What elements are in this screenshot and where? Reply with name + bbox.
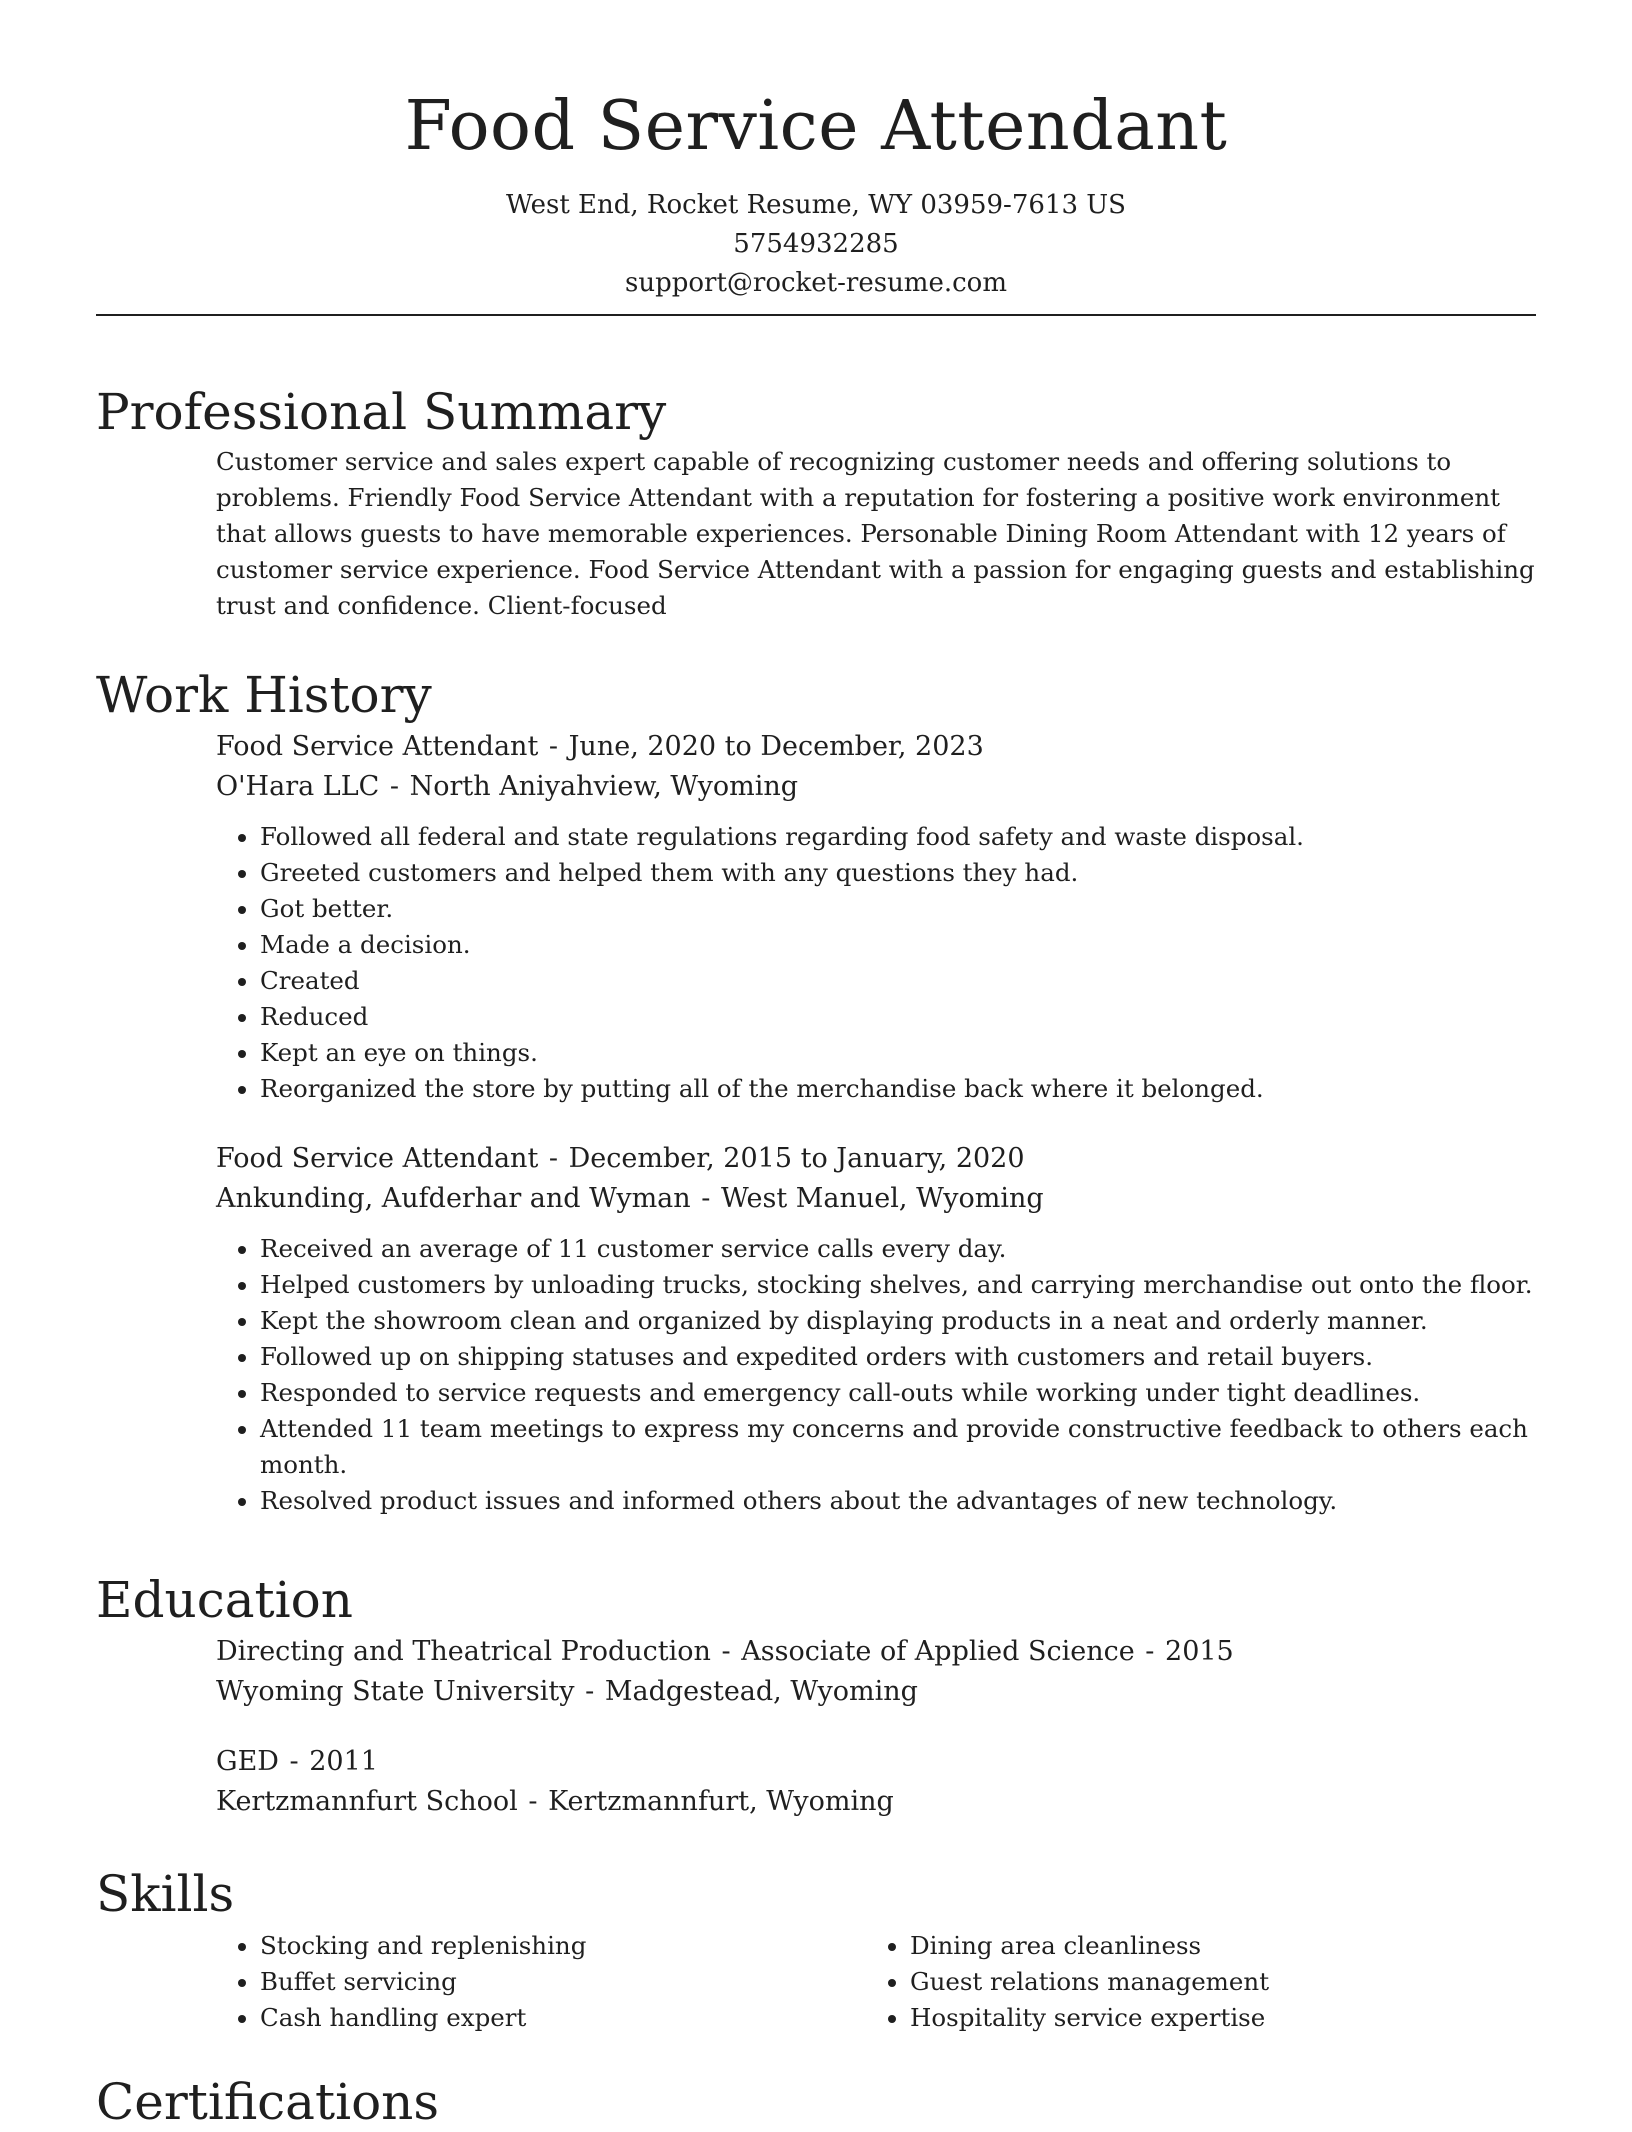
skills-list-left bbox=[216, 1928, 866, 2036]
job-entry bbox=[216, 727, 1536, 1107]
school-line bbox=[216, 1672, 1536, 1712]
list-item: • Greeted customers and helped them with any questions they had. bbox=[260, 855, 1536, 891]
section-title-education: Education bbox=[96, 1571, 353, 1629]
separator: - bbox=[280, 1746, 308, 1777]
phone: 5754932285 bbox=[733, 229, 899, 259]
section-title-work-history: Work History bbox=[96, 666, 432, 724]
job-entry bbox=[216, 1139, 1536, 1519]
candidate-name: Food Service Attendant bbox=[404, 87, 1228, 166]
list-item: • Got better. bbox=[260, 891, 1536, 927]
list-item: • Followed up on shipping statuses and expedited orders with customers and retail buyers. bbox=[260, 1339, 1536, 1375]
list-item: • Stocking and replenishing bbox=[260, 1928, 866, 1964]
list-item: • Guest relations management bbox=[910, 1964, 1516, 2000]
school-name: Kertzmannfurt School bbox=[216, 1786, 518, 1817]
school-line bbox=[216, 1782, 1536, 1822]
education-entry bbox=[216, 1632, 1536, 1712]
section-title-summary: Professional Summary bbox=[96, 383, 667, 441]
list-item: • Hospitality service expertise bbox=[910, 2000, 1516, 2036]
job-title-line bbox=[216, 727, 1536, 767]
degree-year: 2015 bbox=[1165, 1636, 1234, 1667]
list-item: • Kept an eye on things. bbox=[260, 1035, 1536, 1071]
separator: - bbox=[712, 1636, 740, 1667]
education-section bbox=[96, 1570, 1536, 1822]
separator: - bbox=[540, 1143, 567, 1174]
list-item: • Cash handling expert bbox=[260, 2000, 866, 2036]
separator: - bbox=[540, 731, 567, 762]
work-history-section bbox=[96, 665, 1536, 1519]
job-title-line bbox=[216, 1139, 1536, 1179]
job-company: Ankunding, Aufderhar and Wyman bbox=[216, 1183, 691, 1214]
contact-info bbox=[96, 186, 1536, 303]
degree-line bbox=[216, 1742, 1536, 1782]
list-item: • Created bbox=[260, 963, 1536, 999]
job-company: O'Hara LLC bbox=[216, 771, 380, 802]
list-item: • Helped customers by unloading trucks, stocking shelves, and carrying merchandise out onto the floor. bbox=[260, 1267, 1536, 1303]
separator: - bbox=[519, 1786, 547, 1817]
separator: - bbox=[692, 1183, 719, 1214]
summary-section bbox=[96, 382, 1536, 624]
degree-type: Associate of Applied Science bbox=[741, 1636, 1135, 1667]
section-title-skills: Skills bbox=[96, 1865, 235, 1923]
resume-header bbox=[96, 0, 1536, 303]
job-dates: June, 2020 to December, 2023 bbox=[568, 731, 984, 762]
list-item: • Responded to service requests and emergency call-outs while working under tight deadlines. bbox=[260, 1375, 1536, 1411]
certifications-section bbox=[96, 2072, 1536, 2132]
job-location: West Manuel, Wyoming bbox=[720, 1183, 1044, 1214]
job-role: Food Service Attendant bbox=[216, 731, 539, 762]
job-bullets bbox=[216, 819, 1536, 1107]
resume-page bbox=[96, 0, 1536, 2131]
separator: - bbox=[1136, 1636, 1164, 1667]
job-location: North Aniyahview, Wyoming bbox=[409, 771, 798, 802]
email: support@rocket-resume.com bbox=[624, 268, 1007, 298]
list-item: • Reorganized the store by putting all of the merchandise back where it belonged. bbox=[260, 1071, 1536, 1107]
list-item: • Made a decision. bbox=[260, 927, 1536, 963]
list-item: • Reduced bbox=[260, 999, 1536, 1035]
section-title-certifications: Certifications bbox=[96, 2073, 440, 2131]
degree-year: 2011 bbox=[309, 1746, 378, 1777]
school-name: Wyoming State University bbox=[216, 1676, 575, 1707]
list-item: • Kept the showroom clean and organized by displaying products in a neat and orderly manner. bbox=[260, 1303, 1536, 1339]
separator: - bbox=[381, 771, 408, 802]
school-location: Kertzmannfurt, Wyoming bbox=[548, 1786, 894, 1817]
job-role: Food Service Attendant bbox=[216, 1143, 539, 1174]
list-item: • Resolved product issues and informed others about the advantages of new technology. bbox=[260, 1483, 1536, 1519]
degree-field: Directing and Theatrical Production bbox=[216, 1636, 711, 1667]
skills-column-left bbox=[216, 1928, 866, 2036]
summary-text: Customer service and sales expert capable of recognizing customer needs and offering solutions to problems. Friendly Food Service Attendant with a reputation for fostering a positive work environment that allows guests to have memorable experiences. Personable Dining Room Attendant with 12 years of customer service experience. Food Service Attendant with a passion for engaging guests and establishing trust and confidence. Client-focused bbox=[216, 447, 1535, 620]
skills-list-right bbox=[866, 1928, 1516, 2036]
job-dates: December, 2015 to January, 2020 bbox=[568, 1143, 1025, 1174]
skills-column-right bbox=[866, 1928, 1516, 2036]
summary-body bbox=[216, 444, 1536, 624]
job-bullets bbox=[216, 1231, 1536, 1519]
skills-section bbox=[96, 1864, 1536, 2036]
degree-field: GED bbox=[216, 1746, 279, 1777]
skills-grid bbox=[216, 1928, 1536, 2036]
school-location: Madgestead, Wyoming bbox=[604, 1676, 918, 1707]
job-company-line bbox=[216, 767, 1536, 807]
separator: - bbox=[576, 1676, 603, 1707]
list-item: • Received an average of 11 customer service calls every day. bbox=[260, 1231, 1536, 1267]
education-entry bbox=[216, 1742, 1536, 1822]
job-company-line bbox=[216, 1179, 1536, 1219]
degree-line bbox=[216, 1632, 1536, 1672]
list-item: • Buffet servicing bbox=[260, 1964, 866, 2000]
list-item: • Dining area cleanliness bbox=[910, 1928, 1516, 1964]
header-divider bbox=[96, 314, 1536, 316]
address: West End, Rocket Resume, WY 03959-7613 US bbox=[505, 190, 1126, 220]
list-item: • Attended 11 team meetings to express my concerns and provide constructive feedback to others each month. bbox=[260, 1411, 1536, 1483]
list-item: • Followed all federal and state regulations regarding food safety and waste disposal. bbox=[260, 819, 1536, 855]
